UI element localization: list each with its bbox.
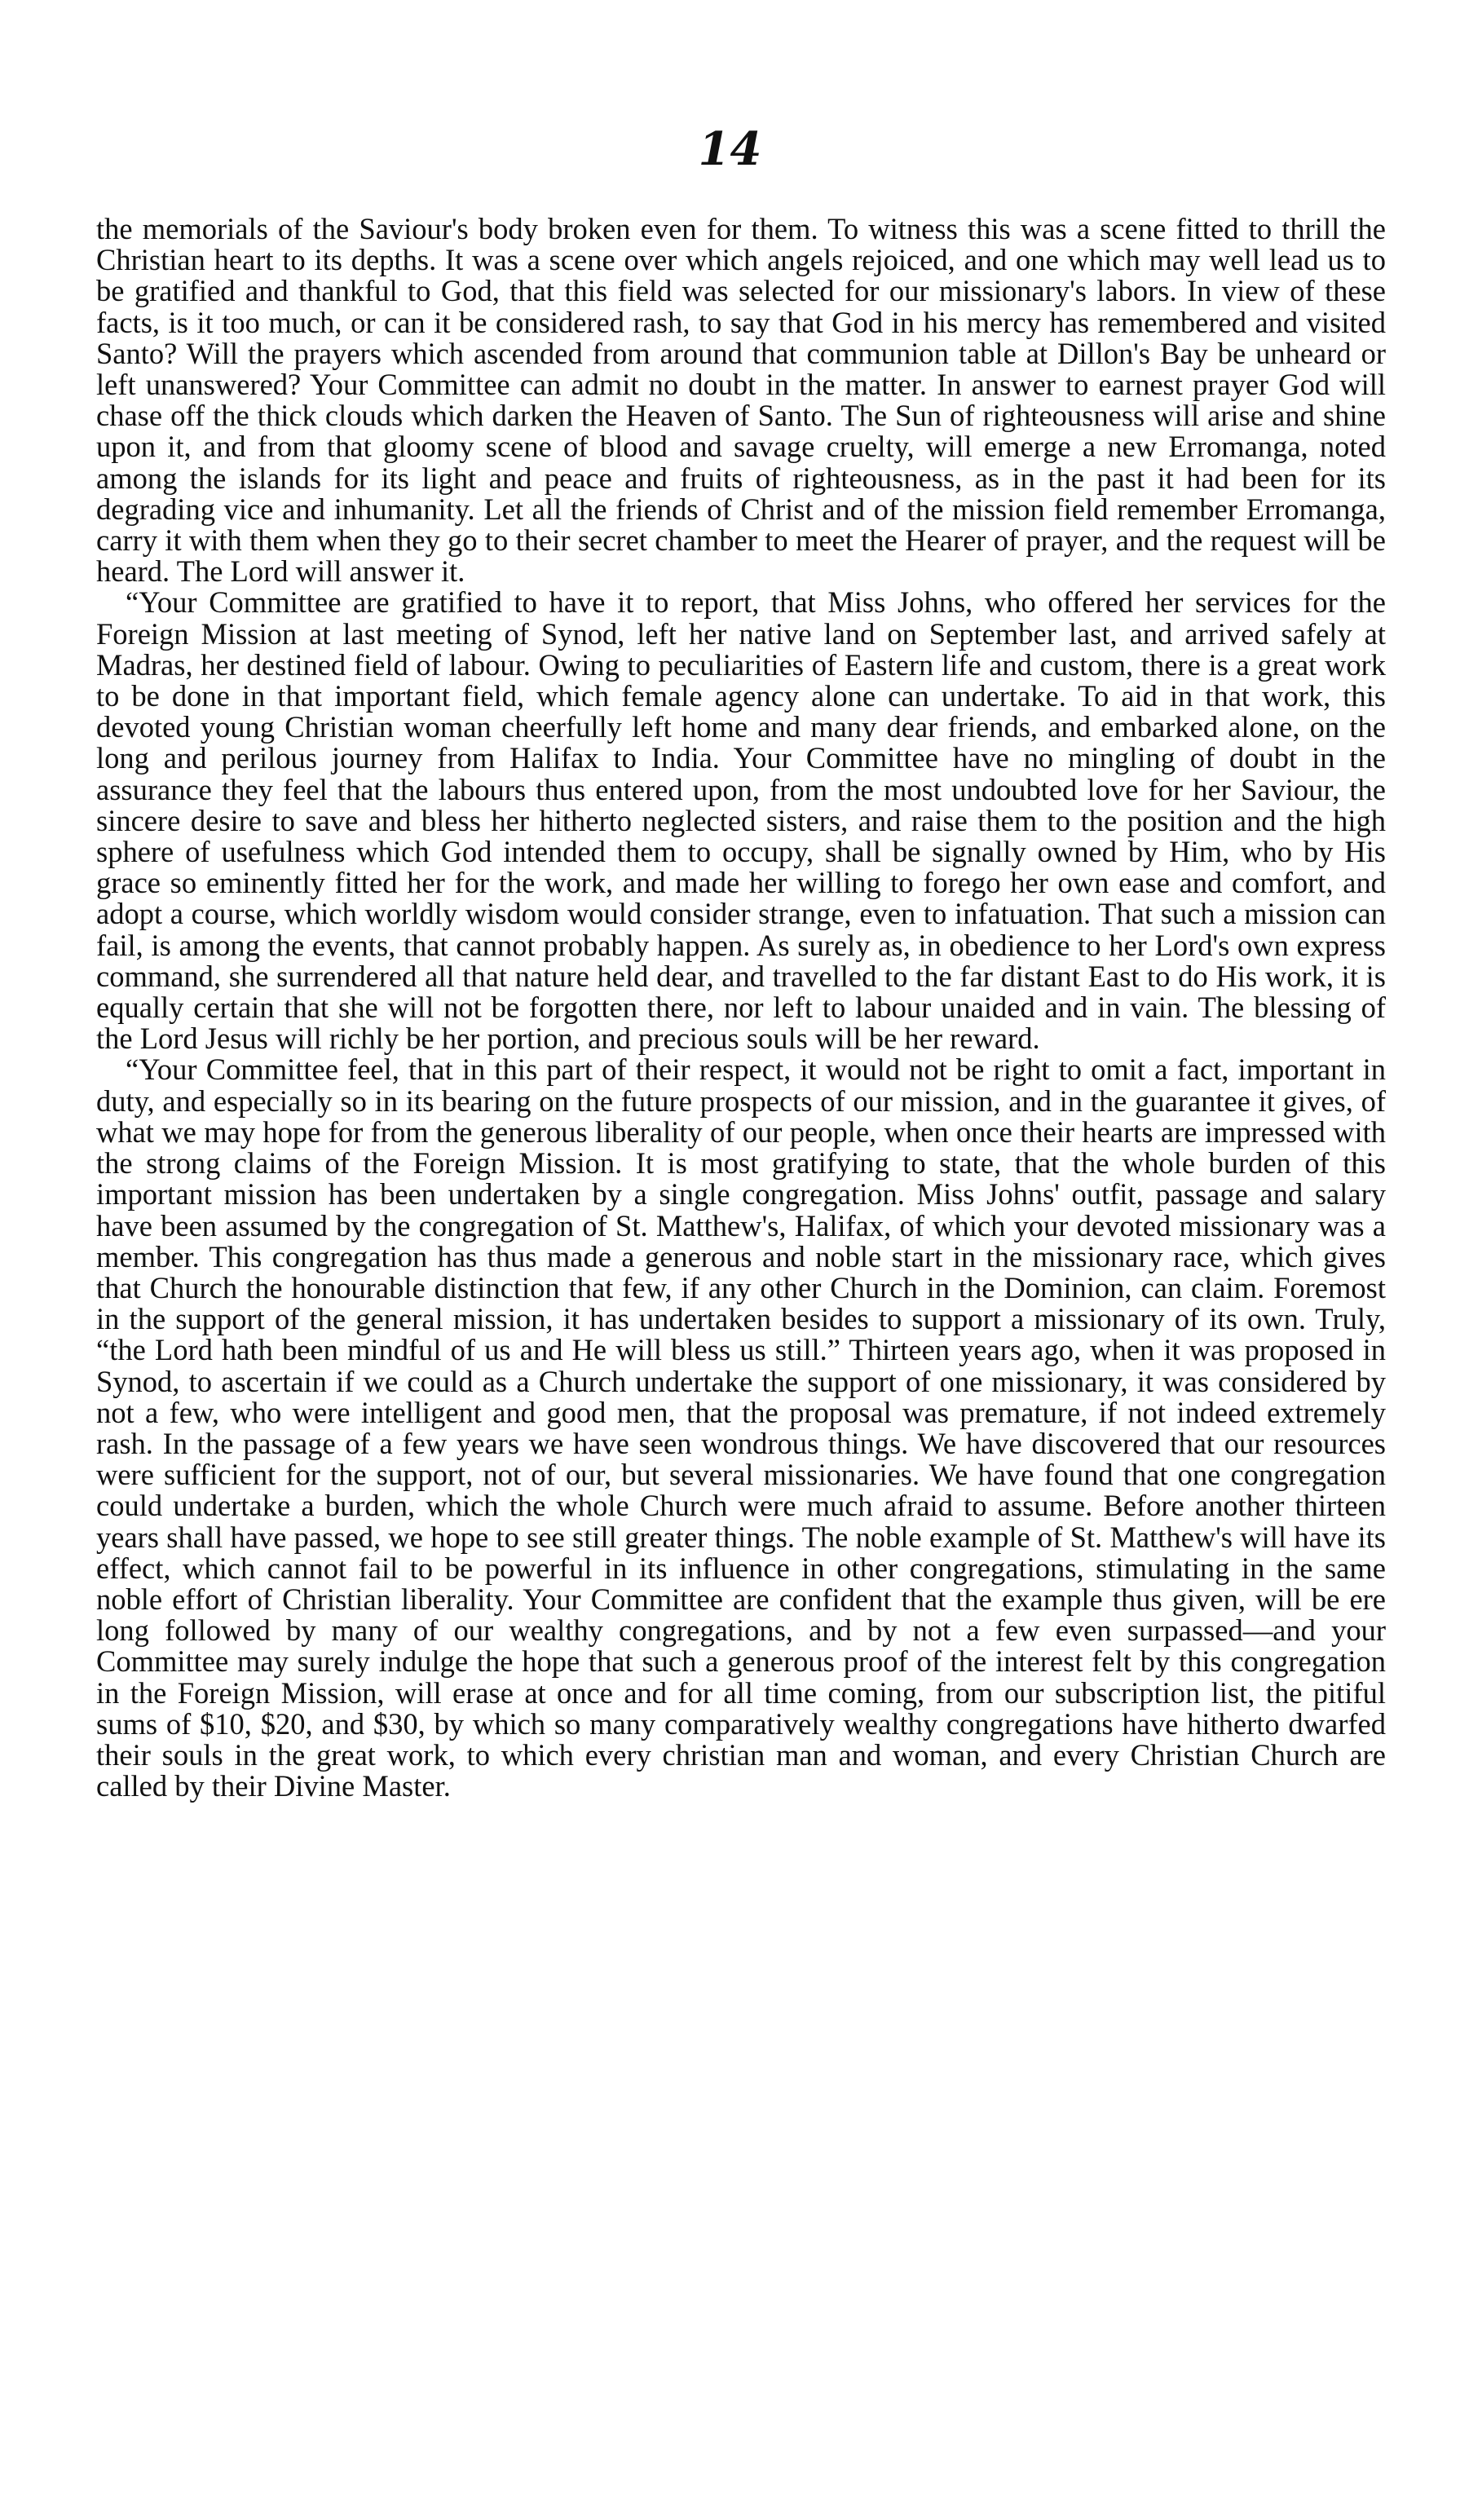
- paragraph-st-matthews: “Your Committee feel, that in this part of their respect, it would not be right to omit a fact, important in duty, and especially so in its bearing on the future prospects of our mission, and in the guarantee it gives, of what we may hope for from the generous liberality of our people, when once their hearts are impressed with the strong claims of the Foreign Mission. It is most gratifying to state, that the whole burden of this important mission has been undertaken by a single congregation. Miss Johns' outfit, passage and salary have been assumed by the congregation of St. Matthew's, Halifax, of which your devoted missionary was a member. This congregation has thus made a generous and noble start in the missionary race, which gives that Church the honourable distinction that few, if any other Church in the Dominion, can claim. Foremost in the support of the general mission, it has undertaken besides to support a missionary of its own. Truly, “the Lord hath been mindful of us and He will bless us still.” Thirteen years ago, when it was proposed in Synod, to ascertain if we could as a Church undertake the support of one missionary, it was considered by not a few, who were intelligent and good men, that the proposal was premature, if not indeed extremely rash. In the passage of a few years we have seen wondrous things. We have discovered that our resources were sufficient for the support, not of our, but several missionaries. We have found that one congregation could undertake a burden, which the whole Church were much afraid to assume. Before another thirteen years shall have passed, we hope to see still greater things. The noble example of St. Matthew's will have its effect, which cannot fail to be powerful in its influence in other congregations, stimulating in the same noble effort of Christian liberality. Your Committee are confident that the example thus given, will be ere long followed by many of our wealthy congregations, and by not a few even surpassed—and your Committee may surely indulge the hope that such a generous proof of the interest felt by this congregation in the Foreign Mission, will erase at once and for all time coming, from our subscription list, the pitiful sums of $10, $20, and $30, by which so many comparatively wealthy congregations have hitherto dwarfed their souls in the great work, to which every christian man and woman, and every Christian Church are called by their Divine Master.: [96, 1053, 1386, 1803]
- body-text: [96, 214, 1386, 1802]
- page-number: 14: [698, 122, 762, 176]
- paragraph-miss-johns: “Your Committee are gratified to have it to report, that Miss Johns, who offered her services for the Foreign Mission at last meeting of Synod, left her native land on September last, and arrived safely at Madras, her destined field of labour. Owing to peculiarities of Eastern life and custom, there is a great work to be done in that important field, which female agency alone can undertake. To aid in that work, this devoted young Christian woman cheerfully left home and many dear friends, and embarked alone, on the long and perilous journey from Halifax to India. Your Committee have no mingling of doubt in the assurance they feel that the labours thus entered upon, from the most undoubted love for her Saviour, the sincere desire to save and bless her hitherto neglected sisters, and raise them to the position and the high sphere of usefulness which God intended them to occupy, shall be signally owned by Him, who by His grace so eminently fitted her for the work, and made her willing to forego her own ease and comfort, and adopt a course, which worldly wisdom would consider strange, even to infatuation. That such a mission can fail, is among the events, that cannot probably happen. As surely as, in obedience to her Lord's own express command, she surrendered all that nature held dear, and travelled to the far distant East to do His work, it is equally certain that she will not be forgotten there, nor left to labour unaided and in vain. The blessing of the Lord Jesus will richly be her portion, and precious souls will be her reward.: [96, 585, 1386, 1056]
- paragraph-erromanga: the memorials of the Saviour's body broken even for them. To witness this was a scene fitted to thrill the Christian heart to its depths. It was a scene over which angels rejoiced, and one which may well lead us to be gratified and thankful to God, that this field was selected for our missionary's labors. In view of these facts, is it too much, or can it be considered rash, to say that God in his mercy has remembered and visited Santo? Will the prayers which ascended from around that communion table at Dillon's Bay be unheard or left unanswered? Your Committee can admit no doubt in the matter. In answer to earnest prayer God will chase off the thick clouds which darken the Heaven of Santo. The Sun of righteousness will arise and shine upon it, and from that gloomy scene of blood and savage cruelty, will emerge a new Erromanga, noted among the islands for its light and peace and fruits of righteousness, as in the past it had been for its degrading vice and inhumanity. Let all the friends of Christ and of the mission field remember Erromanga, carry it with them when they go to their secret chamber to meet the Hearer of prayer, and the request will be heard. The Lord will answer it.: [96, 212, 1386, 589]
